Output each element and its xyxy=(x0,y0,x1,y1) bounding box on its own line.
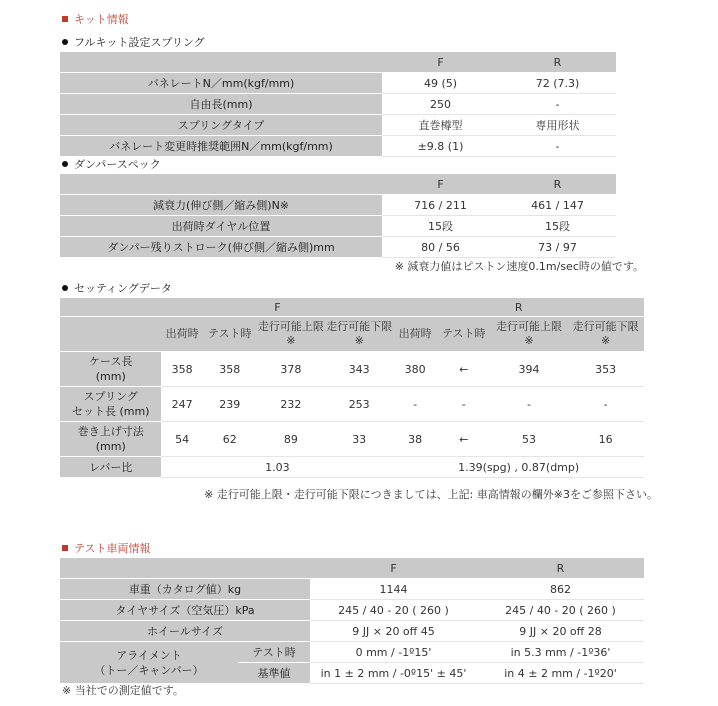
subhead-text: 走行可能下限 xyxy=(572,320,639,333)
setting-table xyxy=(60,298,644,478)
table-row xyxy=(60,621,644,642)
bullet-icon xyxy=(62,161,68,167)
cell: ← xyxy=(437,352,491,387)
setting-group-row xyxy=(60,298,644,317)
alignment-test-f: 0 mm / -1º15' xyxy=(310,642,477,663)
cell: 353 xyxy=(567,352,644,387)
cell-r: 862 xyxy=(477,579,644,600)
cell-r: 専用形状 xyxy=(499,115,616,136)
subhead-cell xyxy=(203,317,257,352)
damper-col-r: R xyxy=(499,174,616,195)
damper-header-row xyxy=(60,174,616,195)
cell-r: 9 JJ × 20 off 28 xyxy=(477,621,644,642)
row-label: 減衰力(伸び側／縮み側)N※ xyxy=(60,195,382,216)
cell-r: 461 / 147 xyxy=(499,195,616,216)
table-row xyxy=(60,94,616,115)
subhead-cell xyxy=(325,317,393,352)
row-label-line1: ケース長 xyxy=(89,355,133,368)
red-square-icon xyxy=(62,16,68,22)
table-row xyxy=(60,115,616,136)
subhead-mark: ※ xyxy=(601,334,611,347)
vehicle-info-heading xyxy=(62,540,151,556)
cell: - xyxy=(491,387,568,422)
setting-header-blank xyxy=(60,298,161,317)
subhead-cell xyxy=(393,317,436,352)
row-label: 自由長(mm) xyxy=(60,94,382,115)
alignment-label-line1: アライメント xyxy=(116,648,182,662)
alignment-test-r: in 5.3 mm / -1º36' xyxy=(477,642,644,663)
subhead-text: 走行可能上限 xyxy=(495,320,562,333)
cell: 378 xyxy=(257,352,325,387)
table-row xyxy=(60,237,616,258)
subhead-mark: ※ xyxy=(524,334,534,347)
vehicle-header-blank xyxy=(60,558,310,579)
row-label: バネレート変更時推奨範囲N／mm(kgf/mm) xyxy=(60,136,382,157)
cell-r: 73 / 97 xyxy=(499,237,616,258)
cell: 54 xyxy=(161,422,202,457)
red-square-icon xyxy=(62,545,68,551)
table-row xyxy=(60,352,644,387)
cell-f: 250 xyxy=(382,94,499,115)
table-row xyxy=(60,136,616,157)
springs-col-f: F xyxy=(382,52,499,73)
bullet-icon xyxy=(62,39,68,45)
cell: 89 xyxy=(257,422,325,457)
alignment-std-label: 基準値 xyxy=(238,663,310,684)
cell: 343 xyxy=(325,352,393,387)
subhead-text: 出荷時 xyxy=(398,327,432,340)
alignment-label xyxy=(60,642,238,684)
table-row xyxy=(60,579,644,600)
table-row xyxy=(60,600,644,621)
table-row xyxy=(60,216,616,237)
cell: 232 xyxy=(257,387,325,422)
row-label: スプリングタイプ xyxy=(60,115,382,136)
cell: 253 xyxy=(325,387,393,422)
alignment-std-r: in 4 ± 2 mm / -1º20' xyxy=(477,663,644,684)
damper-title xyxy=(62,156,161,172)
cell: - xyxy=(437,387,491,422)
lever-f: 1.03 xyxy=(161,457,393,478)
kit-info-heading-text: キット情報 xyxy=(74,13,129,26)
row-label: 車重（カタログ値）kg xyxy=(60,579,310,600)
vehicle-info-heading-text: テスト車両情報 xyxy=(74,542,151,555)
cell: 247 xyxy=(161,387,202,422)
vehicle-header-row xyxy=(60,558,644,579)
row-label: タイヤサイズ（空気圧）kPa xyxy=(60,600,310,621)
cell: ← xyxy=(437,422,491,457)
springs-header-blank xyxy=(60,52,382,73)
vehicle-table xyxy=(60,558,644,684)
subhead-mark: ※ xyxy=(354,334,364,347)
cell: 33 xyxy=(325,422,393,457)
lever-r: 1.39(spg) , 0.87(dmp) xyxy=(393,457,644,478)
setting-title-text: セッティングデータ xyxy=(74,282,172,295)
subhead-cell xyxy=(161,317,202,352)
vehicle-note: ※ 当社での測定値です。 xyxy=(62,684,184,697)
table-row xyxy=(60,387,644,422)
row-label-line1: スプリング xyxy=(83,390,138,403)
setting-title xyxy=(62,280,172,296)
row-label: バネレートN／mm(kgf/mm) xyxy=(60,73,382,94)
cell: 16 xyxy=(567,422,644,457)
row-label-line1: 巻き上げ寸法 xyxy=(77,425,144,438)
cell-f: 直巻樽型 xyxy=(382,115,499,136)
damper-header-blank xyxy=(60,174,382,195)
alignment-std-f: in 1 ± 2 mm / -0º15' ± 45' xyxy=(310,663,477,684)
subhead-text: テスト時 xyxy=(441,327,486,340)
alignment-test-row xyxy=(60,642,644,663)
springs-title xyxy=(62,34,205,50)
setting-note: ※ 走行可能上限・走行可能下限につきましては、上記: 車高情報の欄外※3をご参照下さい。 xyxy=(204,488,658,501)
springs-table xyxy=(60,52,616,157)
row-label: ホイールサイズ xyxy=(60,621,310,642)
cell-f: 49 (5) xyxy=(382,73,499,94)
subhead-text: 走行可能下限 xyxy=(326,320,393,333)
cell-f: 80 / 56 xyxy=(382,237,499,258)
subhead-cell xyxy=(437,317,491,352)
cell: - xyxy=(567,387,644,422)
damper-table xyxy=(60,174,616,258)
row-label-line2: セット長 (mm) xyxy=(71,405,150,418)
table-row xyxy=(60,195,616,216)
row-label: ダンパー残りストローク(伸び側／縮み側)mm xyxy=(60,237,382,258)
springs-header-row xyxy=(60,52,616,73)
cell-r: 245 / 40 - 20 ( 260 ) xyxy=(477,600,644,621)
vehicle-col-r: R xyxy=(477,558,644,579)
cell-r: - xyxy=(499,94,616,115)
subhead-cell xyxy=(491,317,568,352)
setting-group-f: F xyxy=(161,298,393,317)
cell-r: 72 (7.3) xyxy=(499,73,616,94)
cell: 394 xyxy=(491,352,568,387)
cell: 53 xyxy=(491,422,568,457)
subhead-text: テスト時 xyxy=(207,327,252,340)
subhead-mark: ※ xyxy=(286,334,296,347)
cell: - xyxy=(393,387,436,422)
subhead-text: 走行可能上限 xyxy=(257,320,324,333)
cell-r: - xyxy=(499,136,616,157)
row-label-line2: (mm) xyxy=(95,440,126,453)
springs-col-r: R xyxy=(499,52,616,73)
lever-row xyxy=(60,457,644,478)
bullet-icon xyxy=(62,285,68,291)
table-row xyxy=(60,73,616,94)
cell: 38 xyxy=(393,422,436,457)
row-label xyxy=(60,352,161,387)
setting-group-r: R xyxy=(393,298,644,317)
cell-r: 15段 xyxy=(499,216,616,237)
cell-f: 245 / 40 - 20 ( 260 ) xyxy=(310,600,477,621)
springs-title-text: フルキット設定スプリング xyxy=(74,36,205,49)
damper-title-text: ダンパースペック xyxy=(74,158,161,171)
cell: 380 xyxy=(393,352,436,387)
cell-f: 1144 xyxy=(310,579,477,600)
row-label: 出荷時ダイヤル位置 xyxy=(60,216,382,237)
damper-col-f: F xyxy=(382,174,499,195)
vehicle-col-f: F xyxy=(310,558,477,579)
damper-note: ※ 減衰力値はピストン速度0.1m/sec時の値です。 xyxy=(394,260,644,273)
alignment-label-line2: （トー／キャンバー） xyxy=(94,663,204,677)
cell: 358 xyxy=(203,352,257,387)
cell: 358 xyxy=(161,352,202,387)
lever-label: レバー比 xyxy=(60,457,161,478)
cell: 239 xyxy=(203,387,257,422)
row-label xyxy=(60,422,161,457)
subhead-cell xyxy=(567,317,644,352)
cell: 62 xyxy=(203,422,257,457)
cell-f: 15段 xyxy=(382,216,499,237)
cell-f: 9 JJ × 20 off 45 xyxy=(310,621,477,642)
alignment-test-label: テスト時 xyxy=(238,642,310,663)
subhead-cell xyxy=(257,317,325,352)
kit-info-heading xyxy=(62,11,129,27)
table-row xyxy=(60,422,644,457)
row-label-line2: (mm) xyxy=(95,370,126,383)
cell-f: ±9.8 (1) xyxy=(382,136,499,157)
setting-subhead-row xyxy=(60,317,644,352)
cell-f: 716 / 211 xyxy=(382,195,499,216)
row-label xyxy=(60,387,161,422)
subhead-text: 出荷時 xyxy=(165,327,199,340)
setting-subhead-blank xyxy=(60,317,161,352)
